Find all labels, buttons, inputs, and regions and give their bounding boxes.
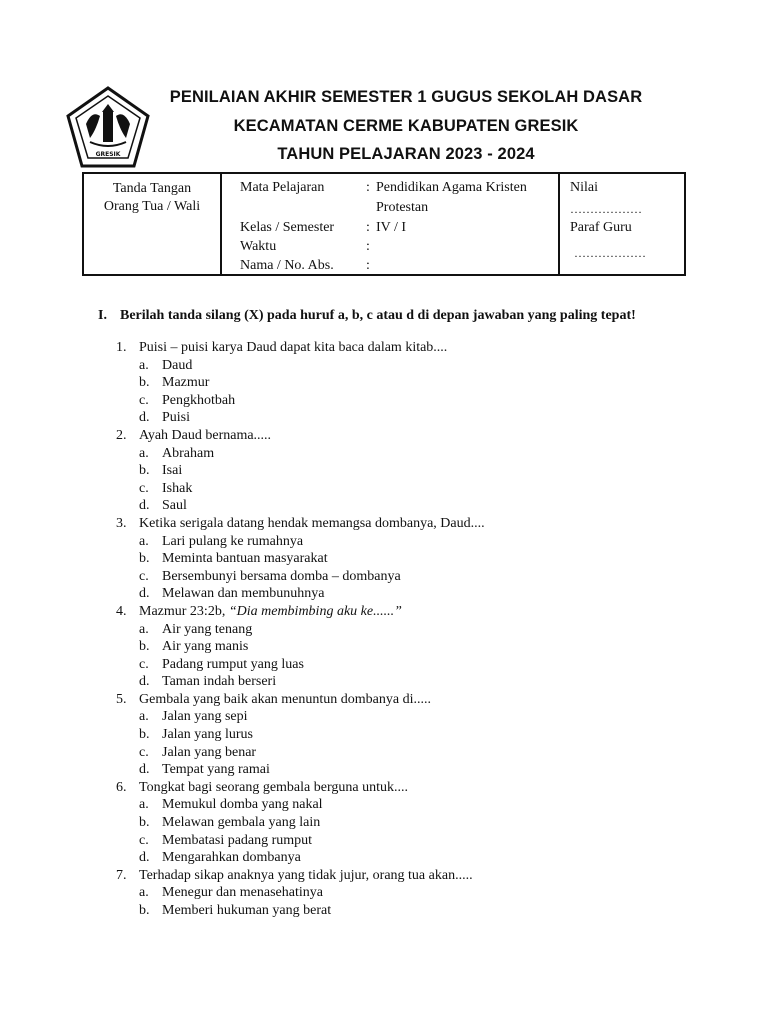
answer-option[interactable] [116,357,676,375]
question-quote: “Dia membimbing aku ke......” [228,603,402,619]
subject-colon: : [366,180,370,195]
option-letter: b. [139,815,150,831]
option-letter: c. [139,392,149,408]
option-text: Tempat yang ramai [162,762,270,778]
option-text: Jalan yang benar [162,744,257,760]
option-text: Jalan yang lurus [162,727,253,743]
section-instruction [98,308,636,324]
option-letter: c. [139,744,149,760]
answer-option[interactable] [116,673,676,691]
answer-option[interactable] [116,533,676,551]
signature-label-line2: Orang Tua / Wali [103,199,201,214]
answer-option[interactable] [116,832,676,850]
option-letter: b. [139,639,150,655]
answer-option[interactable] [116,462,676,480]
question-text: Tongkat bagi seorang gembala berguna untuk.... [139,779,408,795]
question-item [116,515,676,533]
question-item [116,867,676,885]
score-cell [559,173,685,275]
option-text: Membatasi padang rumput [162,832,313,848]
option-text: Melawan dan membunuhnya [162,586,325,602]
answer-option[interactable] [116,796,676,814]
parent-signature-cell [83,173,221,275]
answer-option[interactable] [116,726,676,744]
option-letter: d. [139,850,150,866]
answer-option[interactable] [116,902,676,920]
question-list [116,339,676,920]
question-item [116,427,676,445]
option-text: Isai [162,463,183,479]
question-number: 4. [116,603,127,619]
question-number: 6. [116,779,127,795]
option-text: Abraham [162,445,215,461]
answer-option[interactable] [116,638,676,656]
question-item [116,603,676,621]
answer-option[interactable] [116,884,676,902]
option-text: Puisi [162,410,191,426]
option-letter: b. [139,551,150,567]
subject-value-line2: Protestan [376,200,429,215]
option-letter: d. [139,498,150,514]
question-item [116,779,676,797]
answer-option[interactable] [116,497,676,515]
answer-option[interactable] [116,814,676,832]
question-text: Mazmur 23:2b, [139,603,229,619]
option-text: Menegur dan menasehatinya [162,885,323,901]
option-text: Meminta bantuan masyarakat [162,551,328,567]
option-letter: c. [139,568,149,584]
option-letter: b. [139,463,150,479]
question-number: 1. [116,340,127,355]
logo-text: GRESIK [95,151,121,158]
option-text: Mengarahkan dombanya [162,850,301,866]
question-text: Puisi – puisi karya Daud dapat kita baca dalam kitab.... [139,340,448,355]
header-title-line2: KECAMATAN CERME KABUPATEN GRESIK [233,117,579,135]
option-letter: d. [139,762,150,778]
class-value: IV / I [376,220,407,235]
option-letter: d. [139,586,150,602]
answer-option[interactable] [116,708,676,726]
answer-option[interactable] [116,761,676,779]
option-letter: a. [139,797,149,813]
subject-value-line1: Pendidikan Agama Kristen [376,180,527,195]
question-number: 2. [116,427,127,443]
question-item [116,691,676,709]
question-number: 5. [116,691,127,707]
option-letter: c. [139,480,149,496]
option-letter: b. [139,903,150,918]
option-text: Melawan gembala yang lain [162,815,321,831]
class-colon: : [366,220,370,235]
score-dots: ……………… [570,202,642,216]
option-letter: a. [139,621,149,637]
answer-option[interactable] [116,392,676,410]
answer-option[interactable] [116,585,676,603]
question-number: 7. [116,867,127,883]
question-text: Ketika serigala datang hendak memangsa dombanya, Daud.... [139,515,485,531]
option-letter: d. [139,410,150,426]
option-letter: a. [139,885,149,901]
option-text: Bersembunyi bersama domba – dombanya [162,568,401,584]
answer-option[interactable] [116,656,676,674]
option-text: Taman indah berseri [162,674,277,690]
subject-label: Mata Pelajaran [240,180,325,195]
option-text: Lari pulang ke rumahnya [162,533,304,549]
answer-option[interactable] [116,744,676,762]
section-number: I. [98,308,107,323]
time-colon: : [366,239,370,254]
option-text: Air yang manis [162,639,249,655]
answer-option[interactable] [116,550,676,568]
teacher-initial-label: Paraf Guru [570,220,632,235]
option-text: Padang rumput yang luas [162,656,304,672]
class-label: Kelas / Semester [240,220,335,235]
option-letter: a. [139,709,149,725]
header-title-line1: PENILAIAN AKHIR SEMESTER 1 GUGUS SEKOLAH DASAR [169,88,643,106]
question-text: Gembala yang baik akan menuntun dombanya di..... [139,691,431,707]
score-label: Nilai [570,180,598,195]
answer-option[interactable] [116,374,676,392]
question-text: Ayah Daud bernama..... [139,427,272,443]
exam-details-cell [221,173,559,275]
answer-option[interactable] [116,621,676,639]
option-text: Pengkhotbah [162,392,236,408]
question-item [116,339,676,357]
time-label: Waktu [240,239,277,254]
signature-label-line1: Tanda Tangan [112,181,192,196]
option-letter: b. [139,727,150,743]
option-letter: c. [139,656,149,672]
option-letter: b. [139,375,150,391]
section-instruction-text: Berilah tanda silang (X) pada huruf a, b, c atau d di depan jawaban yang paling tepat! [120,308,636,323]
question-number: 3. [116,515,127,531]
option-text: Ishak [162,480,193,496]
option-letter: d. [139,674,150,690]
option-letter: a. [139,357,149,373]
option-letter: a. [139,445,149,461]
option-text: Jalan yang sepi [162,709,248,725]
option-text: Daud [162,357,193,373]
teacher-initial-dots: ……………… [574,246,646,260]
option-letter: a. [139,533,149,549]
answer-option[interactable] [116,568,676,586]
option-letter: c. [139,832,149,848]
answer-option[interactable] [116,409,676,427]
answer-option[interactable] [116,849,676,867]
question-text: Terhadap sikap anaknya yang tidak jujur, orang tua akan..... [139,867,473,883]
answer-option[interactable] [116,480,676,498]
option-text: Mazmur [162,375,210,391]
name-label: Nama / No. Abs. [240,258,334,273]
student-info-table [82,172,686,276]
answer-option[interactable] [116,445,676,463]
option-text: Saul [162,498,187,514]
name-colon: : [366,258,370,273]
option-text: Air yang tenang [162,621,253,637]
option-text: Memberi hukuman yang berat [162,903,332,918]
header-title-line3: TAHUN PELAJARAN 2023 - 2024 [277,145,535,163]
option-text: Memukul domba yang nakal [162,797,323,813]
